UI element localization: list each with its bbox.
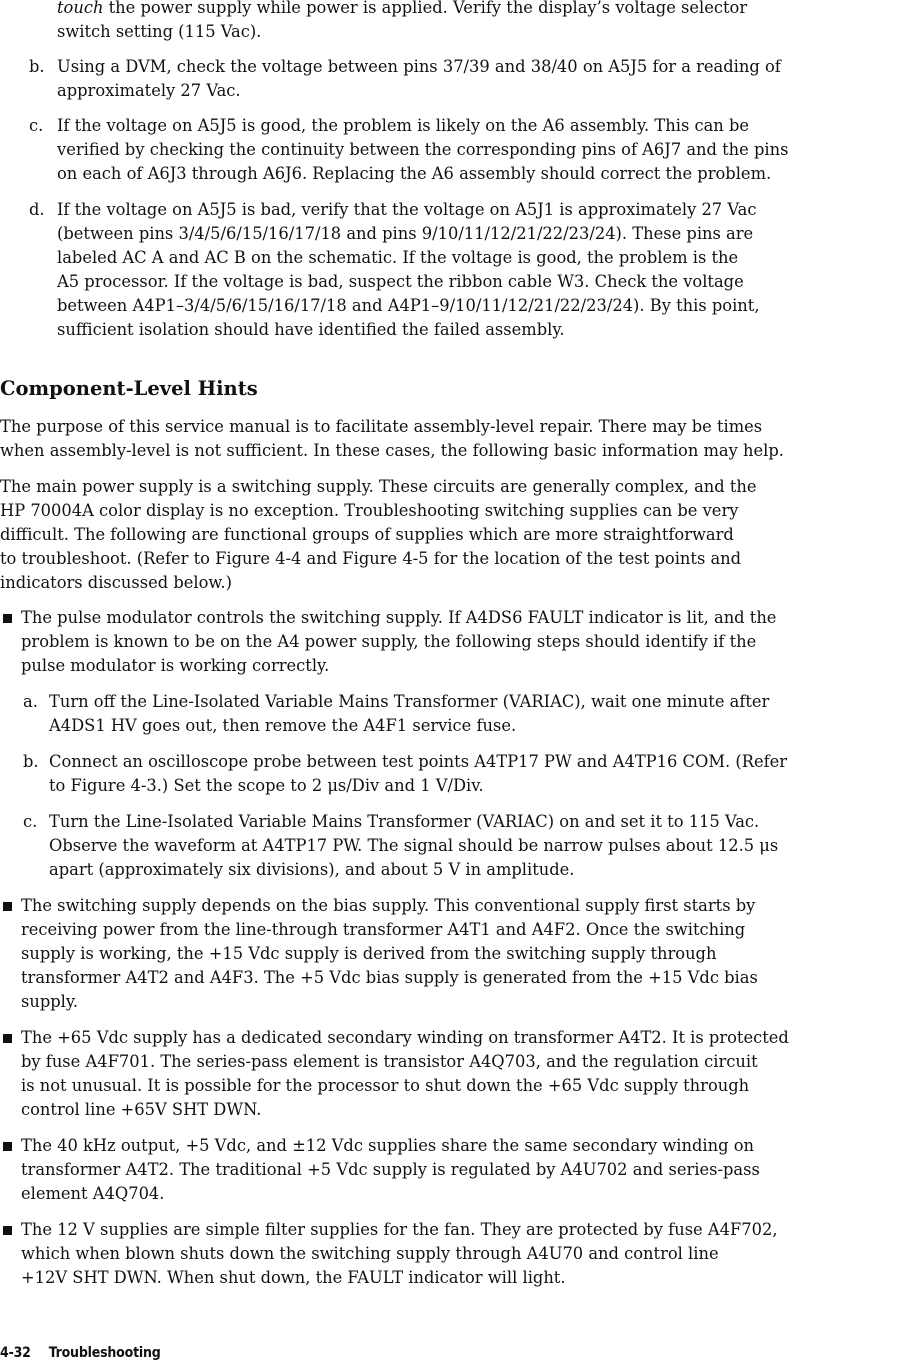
- substep-line: Connect an oscilloscope probe between test points A4TP17 PW and A4TP16 COM. (Refer: [49, 752, 788, 771]
- step-b-label: b.: [29, 57, 45, 76]
- page-number: 4-32: [0, 1345, 31, 1361]
- page-footer: [0, 1344, 161, 1362]
- bullet-line: control line +65V SHT DWN.: [21, 1100, 262, 1119]
- bullet-line: transformer A4T2. The traditional +5 Vdc supply is regulated by A4U702 and series-pass: [21, 1160, 760, 1179]
- touch-word: touch: [57, 0, 104, 17]
- step-d-label: d.: [29, 200, 45, 219]
- bullet-line: element A4Q704.: [21, 1184, 165, 1203]
- step-c-line: verified by checking the continuity between the corresponding pins of A6J7 and the pins: [57, 140, 789, 159]
- section-heading: Component-Level Hints: [0, 377, 258, 400]
- substep-line: to Figure 4-3.) Set the scope to 2 μs/Div and 1 V/Div.: [49, 776, 484, 795]
- intro-line-1: touch the power supply while power is applied. Verify the display’s voltage selector: [57, 0, 748, 17]
- substep-a-label: a.: [23, 692, 38, 711]
- step-d-line: between A4P1–3/4/5/6/15/16/17/18 and A4P1–9/10/11/12/21/22/23/24). By this point,: [57, 296, 760, 315]
- bullet-line: The 12 V supplies are simple filter supplies for the fan. They are protected by fuse A4F702,: [21, 1220, 778, 1239]
- step-c-label: c.: [29, 116, 44, 135]
- step-d-line: If the voltage on A5J5 is bad, verify that the voltage on A5J1 is approximately 27 Vac: [57, 200, 757, 219]
- step-c-line: If the voltage on A5J5 is good, the problem is likely on the A6 assembly. This can be: [57, 116, 750, 135]
- bullet-line: by fuse A4F701. The series-pass element is transistor A4Q703, and the regulation circuit: [21, 1052, 758, 1071]
- paragraph-line: to troubleshoot. (Refer to Figure 4-4 and Figure 4-5 for the location of the test points and: [0, 549, 742, 568]
- step-d-line: (between pins 3/4/5/6/15/16/17/18 and pins 9/10/11/12/21/22/23/24). These pins are: [57, 224, 754, 243]
- step-d-line: labeled AC A and AC B on the schematic. If the voltage is good, the problem is the: [57, 248, 739, 267]
- bullet-line: is not unusual. It is possible for the processor to shut down the +65 Vdc supply through: [21, 1076, 750, 1095]
- footer-section: Troubleshooting: [48, 1345, 161, 1361]
- bullet-line: receiving power from the line-through transformer A4T1 and A4F2. Once the switching: [21, 920, 746, 939]
- bullet-line: The +65 Vdc supply has a dedicated secondary winding on transformer A4T2. It is protected: [21, 1028, 789, 1047]
- bullet-square-icon: [3, 902, 12, 911]
- bullet-line: which when blown shuts down the switching supply through A4U70 and control line: [21, 1244, 719, 1263]
- bullet-line: supply.: [21, 992, 79, 1011]
- paragraph-line: when assembly-level is not sufficient. In these cases, the following basic information may help.: [0, 441, 784, 460]
- substep-line: Observe the waveform at A4TP17 PW. The signal should be narrow pulses about 12.5 μs: [49, 836, 779, 855]
- step-b-line: approximately 27 Vac.: [57, 81, 241, 100]
- step-d-line: A5 processor. If the voltage is bad, suspect the ribbon cable W3. Check the voltage: [57, 272, 744, 291]
- bullet-line: transformer A4T2 and A4F3. The +5 Vdc bias supply is generated from the +15 Vdc bias: [21, 968, 758, 987]
- step-c-line: on each of A6J3 through A6J6. Replacing the A6 assembly should correct the problem.: [57, 164, 772, 183]
- bullet-line: pulse modulator is working correctly.: [21, 656, 330, 675]
- bullet-square-icon: [3, 614, 12, 623]
- paragraph-line: HP 70004A color display is no exception. Troubleshooting switching supplies can be very: [0, 501, 739, 520]
- substep-c-label: c.: [23, 812, 38, 831]
- paragraph-line: difficult. The following are functional groups of supplies which are more straightforward: [0, 525, 734, 544]
- paragraph-line: The purpose of this service manual is to facilitate assembly-level repair. There may be times: [0, 417, 763, 436]
- bullet-line: The switching supply depends on the bias supply. This conventional supply first starts by: [21, 896, 756, 915]
- bullet-square-icon: [3, 1226, 12, 1235]
- bullet-line: The 40 kHz output, +5 Vdc, and ±12 Vdc supplies share the same secondary winding on: [21, 1136, 754, 1155]
- paragraph-line: indicators discussed below.): [0, 573, 232, 592]
- substep-b-label: b.: [23, 752, 39, 771]
- substep-line: Turn off the Line-Isolated Variable Mains Transformer (VARIAC), wait one minute after: [49, 692, 770, 711]
- substep-line: Turn the Line-Isolated Variable Mains Transformer (VARIAC) on and set it to 115 Vac.: [49, 812, 760, 831]
- bullet-line: problem is known to be on the A4 power supply, the following steps should identify if the: [21, 632, 757, 651]
- bullet-square-icon: [3, 1142, 12, 1151]
- step-d-line: sufficient isolation should have identified the failed assembly.: [57, 320, 565, 339]
- substep-line: apart (approximately six divisions), and about 5 V in amplitude.: [49, 860, 575, 879]
- bullet-line: supply is working, the +15 Vdc supply is derived from the switching supply through: [21, 944, 717, 963]
- bullet-line: The pulse modulator controls the switching supply. If A4DS6 FAULT indicator is lit, and the: [21, 608, 777, 627]
- bullet-square-icon: [3, 1034, 12, 1043]
- bullet-line: +12V SHT DWN. When shut down, the FAULT indicator will light.: [21, 1268, 566, 1287]
- intro-line-2: switch setting (115 Vac).: [57, 22, 262, 41]
- paragraph-line: The main power supply is a switching supply. These circuits are generally complex, and the: [0, 477, 757, 496]
- step-b-line: Using a DVM, check the voltage between pins 37/39 and 38/40 on A5J5 for a reading of: [57, 57, 781, 76]
- substep-line: A4DS1 HV goes out, then remove the A4F1 service fuse.: [49, 716, 517, 735]
